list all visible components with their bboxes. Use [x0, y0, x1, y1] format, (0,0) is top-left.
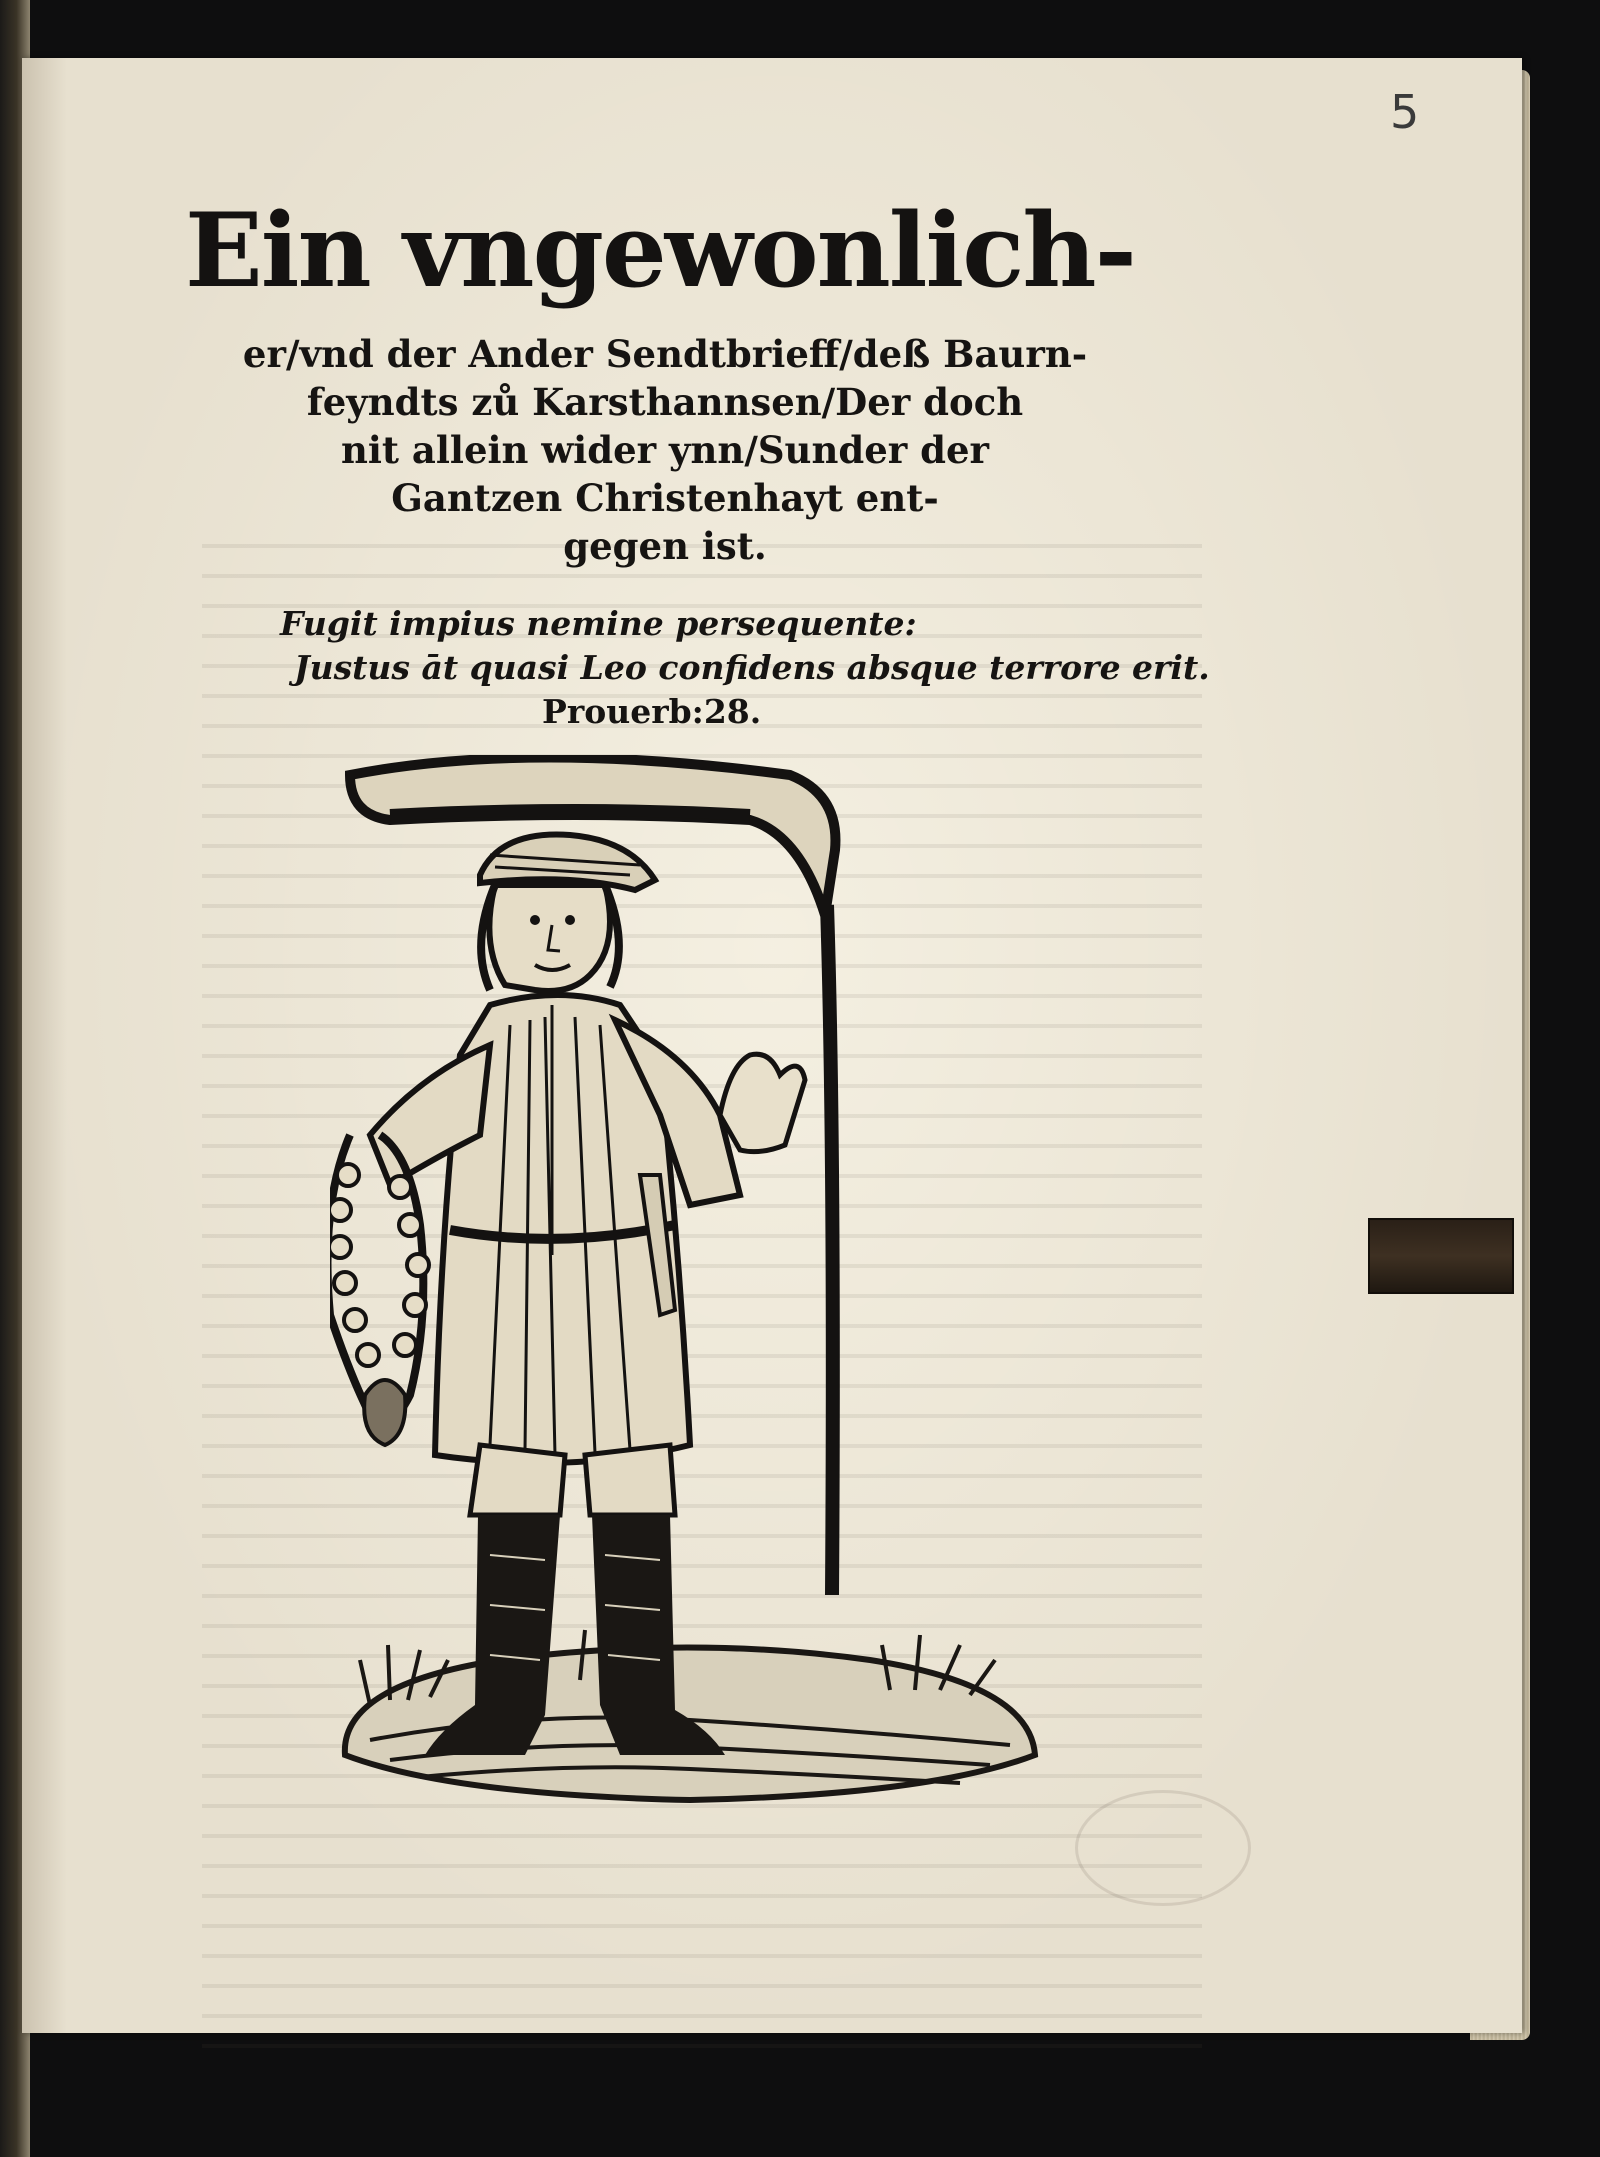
subtitle-line: Gantzen Christenhayt ent-: [391, 476, 939, 520]
faint-library-stamp: [1075, 1790, 1251, 1906]
subtitle-line: er/vnd der Ander Sendtbrieff/deß Baurn-: [242, 332, 1088, 376]
subtitle-line: gegen ist.: [563, 524, 767, 568]
subtitle-line: nit allein wider ynn/Sunder der: [340, 428, 990, 472]
motto-line: Justus āt quasi Leo confidens absque terrore erit.: [294, 648, 1210, 687]
woodcut-peasant-illustration: [330, 755, 1050, 1820]
subtitle-line: feyndts zů Karsthannsen/Der doch: [306, 380, 1024, 424]
folio-number: 5: [1390, 85, 1420, 139]
page-title: Ein vngewonlich-: [185, 191, 1135, 311]
book-clasp: [1368, 1218, 1514, 1294]
subtitle-block: [235, 330, 1095, 570]
motto-citation: Prouerb:28.: [542, 692, 762, 731]
latin-motto: [280, 602, 1210, 734]
motto-line: Fugit impius nemine persequente:: [280, 604, 917, 643]
